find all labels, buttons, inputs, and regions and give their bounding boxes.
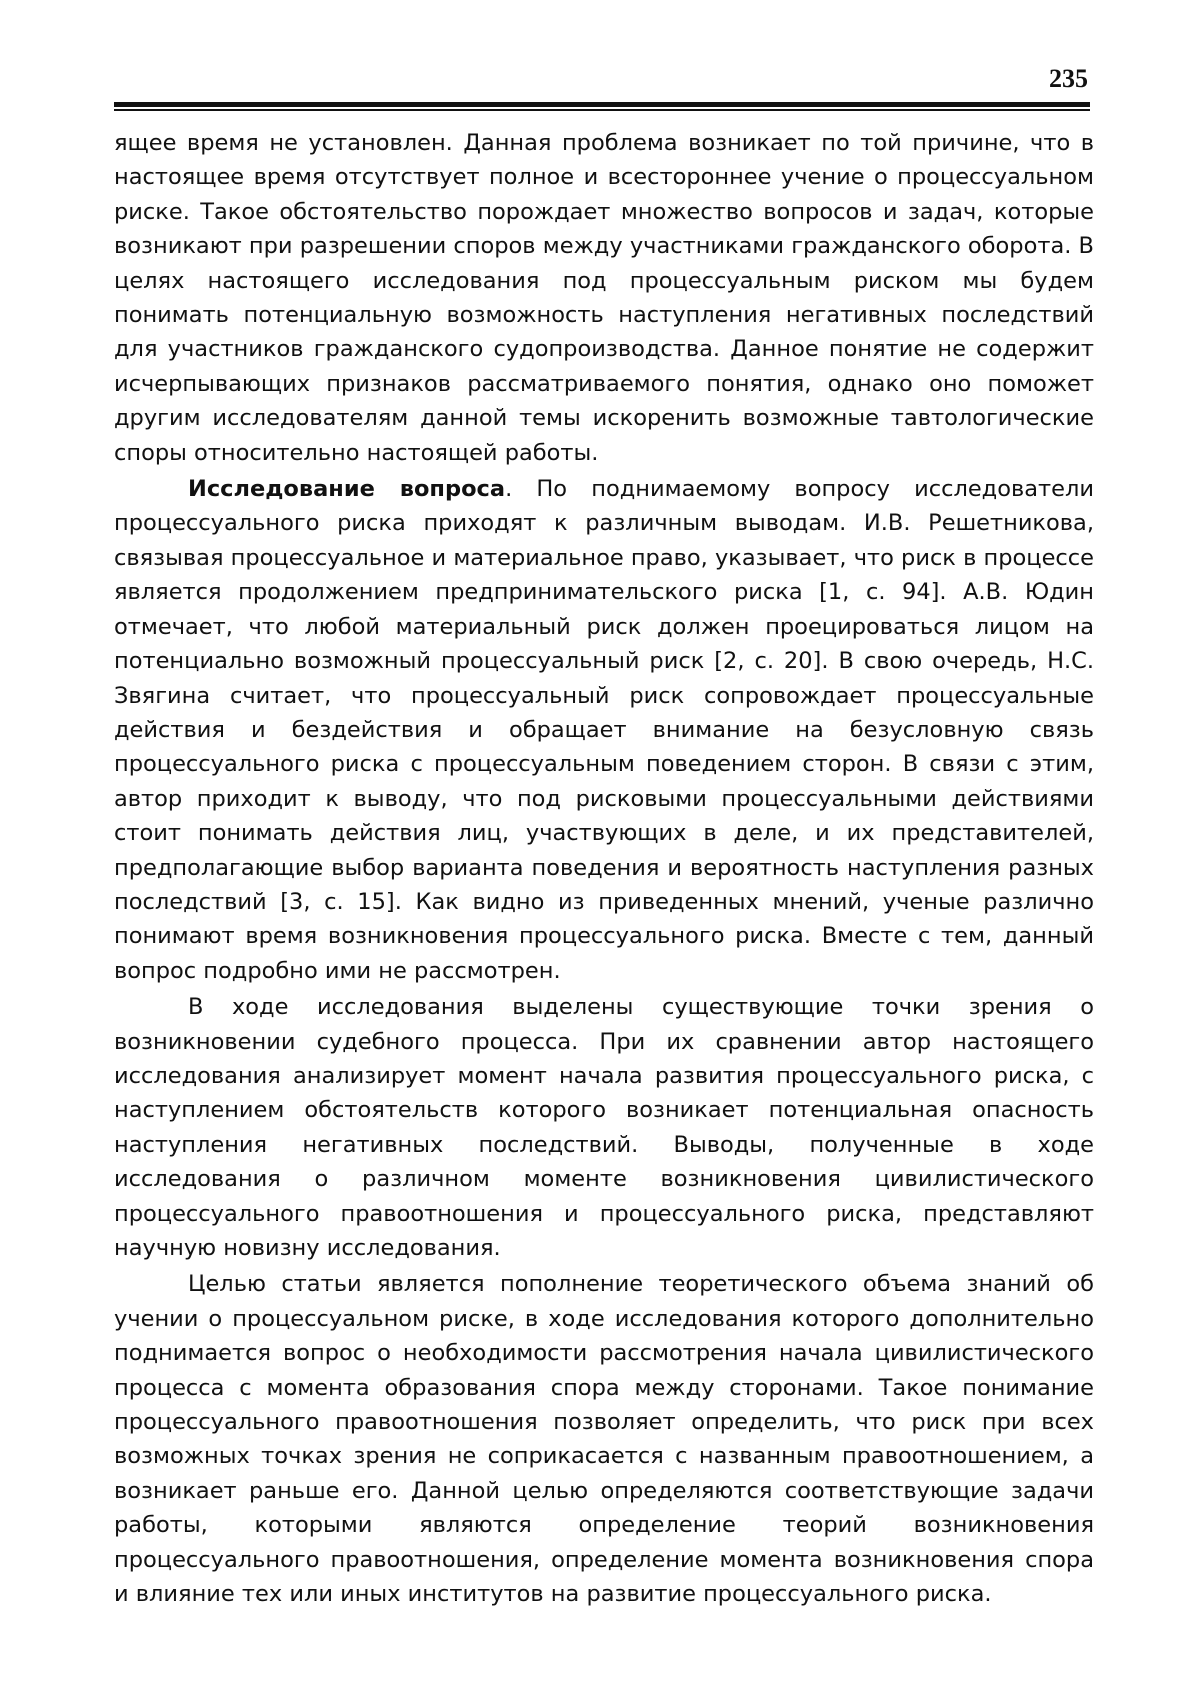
page-number: 235: [1049, 64, 1088, 93]
paragraph-research-course: В ходе исследования выделены существующие точки зрения о возникновении судебного процесса. При их сравнении автор настоящего исследования анализирует момент начала развития процессуального риска, с наступлением обстоятельств которого возникает потенциальная опасность наступления негативных последствий. Выводы, полученные в ходе исследования о различном моменте возникновения цивилистического процессуального правоотношения и процессуального риска, представляют научную новизну исследования.: [114, 994, 1094, 1261]
body-text: [114, 126, 1094, 1611]
paragraph-body: . По поднимаемому вопросу исследователи процессуального риска приходят к различным выводам. И.В. Решетникова, связывая процессуальное и материальное право, указывает, что риск в процессе является продолжением предпринимательского риска [1, с. 94]. А.В. Юдин отмечает, что любой материальный риск должен проецироваться лицом на потенциально возможный процессуальный риск [2, с. 20]. В свою очередь, Н.С. Звягина считает, что процессуальный риск сопровождает процессуальные действия и бездействия и обращает внимание на безусловную связь процессуального риска с процессуальным поведением сторон. В связи с этим, автор приходит к выводу, что под рисковыми процессуальными действиями стоит понимать действия лиц, участвующих в деле, и их представителей, предполагающие выбор варианта поведения и вероятность наступления разных последствий [3, с. 15]. Как видно из приведенных мнений, ученые различно понимают время возникновения процессуального риска. Вместе с тем, данный вопрос подробно ими не рассмотрен.: [114, 476, 1094, 984]
paragraph-lead-heading: Исследование вопроса: [188, 476, 506, 503]
paragraph-article-goal: Целью статьи является пополнение теоретического объема знаний об учении о процессуальном риске, в ходе исследования которого дополнительно поднимается вопрос о необходимости рассмотрения начала цивилистического процесса с момента образования спора между сторонами. Такое понимание процессуального правоотношения позволяет определить, что риск при всех возможных точках зрения не соприкасается с названным правоотношением, а возникает раньше его. Данной целью определяются соответствующие задачи работы, которыми являются определение теорий возникновения процессуального правоотношения, определение момента возникновения спора и влияние тех или иных институтов на развитие процессуального риска.: [114, 1271, 1094, 1608]
paragraph-continuation: ящее время не установлен. Данная проблема возникает по той причине, что в настоящее время отсутствует полное и всестороннее учение о процессуальном риске. Такое обстоятельство порождает множество вопросов и задач, которые возникают при разрешении споров между участниками гражданского оборота. В целях настоящего исследования под процессуальным риском мы будем понимать потенциальную возможность наступления негативных последствий для участников гражданского судопроизводства. Данное понятие не содержит исчерпывающих признаков рассматриваемого понятия, однако оно поможет другим исследователям данной темы искоренить возможные тавтологические споры относительно настоящей работы.: [114, 130, 1094, 466]
paragraph-research-question: [114, 472, 1094, 988]
header-rule: [114, 102, 1090, 107]
header-rule-thin: [114, 109, 1090, 111]
